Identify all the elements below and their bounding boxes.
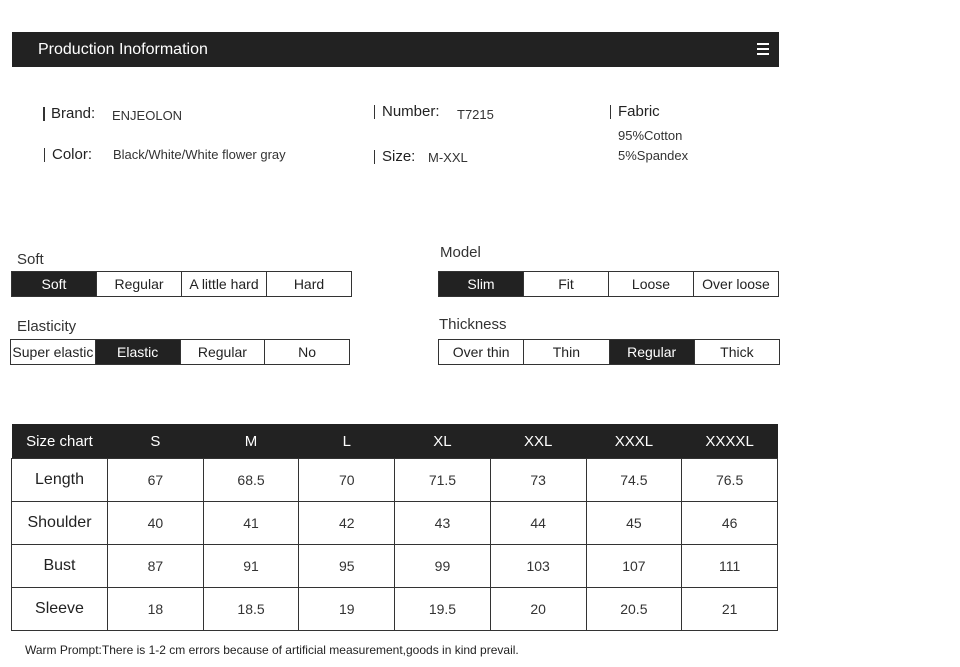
elasticity-selector xyxy=(10,339,350,365)
table-cell: 43 xyxy=(395,502,491,545)
size-chart-header-cell: XXXXL xyxy=(682,424,778,459)
model-option[interactable]: Loose xyxy=(608,272,693,296)
table-cell: 95 xyxy=(299,545,395,588)
table-row xyxy=(12,545,778,588)
table-cell: 74.5 xyxy=(586,459,682,502)
model-option[interactable]: Over loose xyxy=(693,272,778,296)
size-chart-header-row xyxy=(12,424,778,459)
size-chart-header-cell: XL xyxy=(395,424,491,459)
fabric-label: Fabric xyxy=(618,103,660,120)
table-cell: 73 xyxy=(490,459,586,502)
table-row-label: Length xyxy=(12,459,108,502)
table-cell: 68.5 xyxy=(203,459,299,502)
table-cell: 91 xyxy=(203,545,299,588)
table-cell: 46 xyxy=(682,502,778,545)
soft-option[interactable]: Regular xyxy=(96,272,181,296)
table-cell: 87 xyxy=(108,545,204,588)
brand-label: Brand: xyxy=(51,105,96,122)
table-row-label: Bust xyxy=(12,545,108,588)
number-value: T7215 xyxy=(457,107,494,122)
table-cell: 20 xyxy=(490,588,586,631)
elasticity-option[interactable]: No xyxy=(264,340,349,364)
soft-option[interactable]: A little hard xyxy=(181,272,266,296)
table-cell: 21 xyxy=(682,588,778,631)
model-selector xyxy=(438,271,779,297)
soft-title: Soft xyxy=(17,251,44,268)
thickness-option[interactable]: Thick xyxy=(694,340,779,364)
elasticity-option[interactable]: Regular xyxy=(180,340,265,364)
color-label: Color: xyxy=(52,146,93,163)
table-cell: 71.5 xyxy=(395,459,491,502)
soft-selector xyxy=(11,271,352,297)
elasticity-option[interactable]: Elastic xyxy=(95,340,180,364)
table-cell: 42 xyxy=(299,502,395,545)
thickness-option[interactable]: Thin xyxy=(523,340,608,364)
elasticity-title: Elasticity xyxy=(17,318,77,335)
color-value: Black/White/White flower gray xyxy=(113,147,286,162)
table-cell: 107 xyxy=(586,545,682,588)
table-cell: 76.5 xyxy=(682,459,778,502)
thickness-title: Thickness xyxy=(439,316,507,333)
table-cell: 18.5 xyxy=(203,588,299,631)
size-chart-header-cell: XXL xyxy=(490,424,586,459)
number-label: Number: xyxy=(382,103,440,120)
brand-value: ENJEOLON xyxy=(112,108,183,123)
model-option[interactable]: Fit xyxy=(523,272,608,296)
size-chart-header-cell: S xyxy=(108,424,204,459)
table-cell: 20.5 xyxy=(586,588,682,631)
table-cell: 40 xyxy=(108,502,204,545)
model-title: Model xyxy=(440,244,481,261)
size-value: M-XXL xyxy=(428,150,468,165)
size-chart-header-cell: Size chart xyxy=(12,424,108,459)
section-title: Production Inoformation xyxy=(38,41,208,58)
table-cell: 19.5 xyxy=(395,588,491,631)
thickness-selector xyxy=(438,339,780,365)
size-label: Size: xyxy=(382,148,416,165)
table-row xyxy=(12,459,778,502)
table-cell: 18 xyxy=(108,588,204,631)
table-cell: 70 xyxy=(299,459,395,502)
size-chart-header-cell: XXXL xyxy=(586,424,682,459)
fabric-cotton: 95%Cotton xyxy=(618,128,683,143)
soft-option[interactable]: Hard xyxy=(266,272,351,296)
section-header xyxy=(12,32,779,67)
size-chart-header-cell: M xyxy=(203,424,299,459)
table-row xyxy=(12,588,778,631)
table-row-label: Shoulder xyxy=(12,502,108,545)
table-cell: 41 xyxy=(203,502,299,545)
elasticity-option[interactable]: Super elastic xyxy=(12,344,94,360)
table-cell: 99 xyxy=(395,545,491,588)
table-cell: 44 xyxy=(490,502,586,545)
model-option[interactable]: Slim xyxy=(439,272,523,296)
thickness-option[interactable]: Over thin xyxy=(452,344,510,360)
table-cell: 67 xyxy=(108,459,204,502)
soft-option[interactable]: Soft xyxy=(12,272,96,296)
table-cell: 111 xyxy=(682,545,778,588)
warm-prompt: Warm Prompt:There is 1-2 cm errors because of artificial measurement,goods in kind prevail. xyxy=(25,643,519,657)
table-cell: 45 xyxy=(586,502,682,545)
thickness-option[interactable]: Regular xyxy=(609,340,694,364)
table-cell: 103 xyxy=(490,545,586,588)
table-row-label: Sleeve xyxy=(12,588,108,631)
size-chart-header-cell: L xyxy=(299,424,395,459)
fabric-spandex: 5%Spandex xyxy=(618,148,689,163)
hamburger-menu-icon[interactable] xyxy=(757,43,769,56)
table-cell: 19 xyxy=(299,588,395,631)
table-row xyxy=(12,502,778,545)
size-chart-table xyxy=(11,424,778,631)
